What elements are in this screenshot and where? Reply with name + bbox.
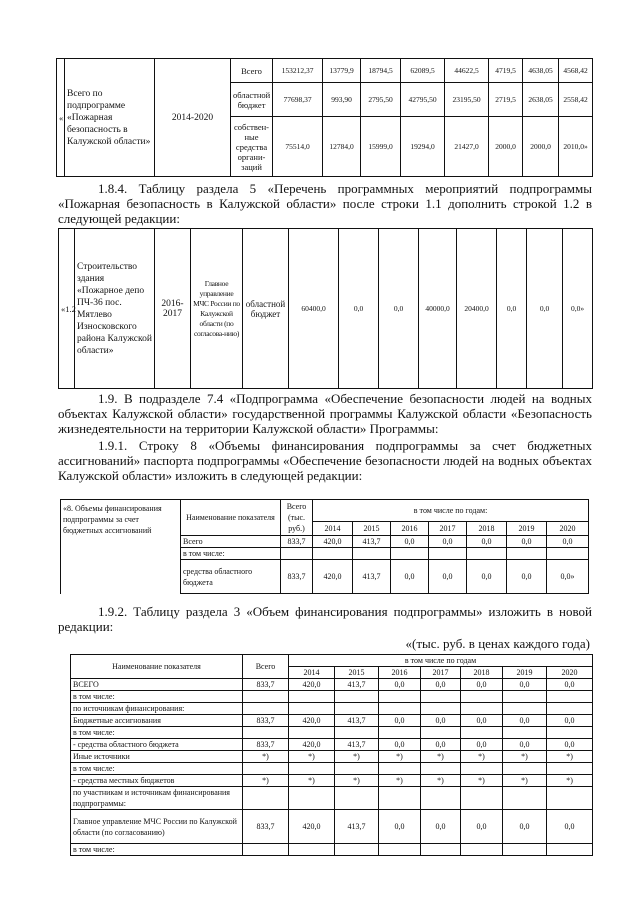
cell	[243, 844, 289, 856]
year-header: 2014	[313, 522, 353, 536]
cell: *)	[289, 775, 335, 787]
cell	[421, 691, 461, 703]
cell: 833,7	[243, 739, 289, 751]
cell: 153212,37	[273, 59, 323, 83]
cell	[547, 787, 593, 810]
cell: 0,0	[503, 739, 547, 751]
cell: *)	[547, 751, 593, 763]
cell: 0,0	[379, 810, 421, 844]
row-label: областной бюджет	[231, 83, 273, 117]
cell: 21427,0	[445, 117, 489, 177]
header-years: в том числе по годам:	[313, 500, 589, 522]
cell: 0,0	[503, 679, 547, 691]
cell: 0,0	[421, 739, 461, 751]
cell	[243, 787, 289, 810]
cell: 44622,5	[445, 59, 489, 83]
cell: 20400,0	[457, 229, 497, 389]
cell: 4719,5	[489, 59, 523, 83]
cell	[421, 727, 461, 739]
table-measure-1-2	[58, 228, 593, 389]
cell: 2638,05	[523, 83, 559, 117]
cell: 833,7	[243, 810, 289, 844]
paragraph-1-9-2: 1.9.2. Таблицу раздела 3 «Объем финансирования подпрограммы» изложить в новой редакции:	[58, 604, 592, 634]
cell	[379, 763, 421, 775]
table-subprogram-total	[56, 58, 593, 177]
cell: *)	[547, 775, 593, 787]
cell: *)	[379, 775, 421, 787]
cell	[547, 763, 593, 775]
cell: 0,0	[339, 229, 379, 389]
unit-note: «(тыс. руб. в ценах каждого года)	[405, 636, 590, 651]
cell: 0,0	[507, 536, 547, 548]
header-years: в том числе по годам	[289, 655, 593, 667]
row-label: Бюджетные ассигнования	[71, 715, 243, 727]
cell: *)	[421, 751, 461, 763]
cell: 23195,50	[445, 83, 489, 117]
cell: 833,7	[281, 560, 313, 594]
cell: 2719,5	[489, 83, 523, 117]
cell	[335, 703, 379, 715]
subprogram-name: Всего по подпрограмме «Пожарная безопасность в Калужской области»	[65, 59, 155, 177]
cell: 0,0	[461, 715, 503, 727]
cell: 0,0	[429, 536, 467, 548]
row-label: по участникам и источникам финансирования подпрограммы:	[71, 787, 243, 810]
header-name: Наименование показателя	[181, 500, 281, 536]
cell: 0,0	[547, 739, 593, 751]
cell: 0,0	[379, 679, 421, 691]
cell: 0,0	[547, 536, 589, 548]
cell	[421, 844, 461, 856]
cell: 413,7	[353, 536, 391, 548]
cell	[289, 787, 335, 810]
cell: 0,0	[507, 560, 547, 594]
cell: 413,7	[335, 715, 379, 727]
table-row	[71, 810, 593, 844]
cell	[461, 787, 503, 810]
cell: 13779,9	[323, 59, 361, 83]
year-header: 2019	[503, 667, 547, 679]
cell: 0,0	[391, 560, 429, 594]
row-label: Иные источники	[71, 751, 243, 763]
year-header: 2015	[335, 667, 379, 679]
cell: 12784,0	[323, 117, 361, 177]
row-label: Всего	[231, 59, 273, 83]
table-row	[71, 679, 593, 691]
cell: 0,0	[497, 229, 527, 389]
cell	[335, 691, 379, 703]
cell: 413,7	[335, 679, 379, 691]
cell	[503, 691, 547, 703]
year-header: 2017	[429, 522, 467, 536]
header-total: Всего	[243, 655, 289, 679]
cell: 42795,50	[401, 83, 445, 117]
cell	[335, 844, 379, 856]
cell	[547, 703, 593, 715]
cell: 0,0»	[547, 560, 589, 594]
cell: 2000,0	[489, 117, 523, 177]
measure-name: Строительство здания «Пожарное депо ПЧ-36 пос. Мятлево Износковского района Калужской области»	[75, 229, 155, 389]
year-header: 2016	[391, 522, 429, 536]
cell: 420,0	[289, 739, 335, 751]
cell	[289, 727, 335, 739]
row-label: собствен-ные средства органи-заций	[231, 117, 273, 177]
cell	[461, 691, 503, 703]
table-row	[71, 775, 593, 787]
cell	[243, 691, 289, 703]
cell: 0,0	[547, 715, 593, 727]
year-header: 2020	[547, 667, 593, 679]
cell: *)	[461, 775, 503, 787]
cell	[243, 727, 289, 739]
row-label: в том числе:	[71, 763, 243, 775]
paragraph-1-9-1: 1.9.1. Строку 8 «Объемы финансирования подпрограммы за счет бюджетных ассигнований» паспорта подпрограммы «Обеспечение безопасности людей на водных объектах Калужской области» изложить в следующей редакции:	[58, 438, 592, 483]
cell: 75514,0	[273, 117, 323, 177]
cell	[461, 703, 503, 715]
cell	[503, 703, 547, 715]
cell: 420,0	[313, 536, 353, 548]
cell	[379, 703, 421, 715]
measure-years: 2016-2017	[155, 229, 191, 389]
open-quote: «	[57, 59, 65, 177]
cell: 833,7	[281, 536, 313, 548]
cell: 2000,0	[523, 117, 559, 177]
cell: 413,7	[353, 560, 391, 594]
cell: *)	[289, 751, 335, 763]
row-label: в том числе:	[71, 844, 243, 856]
row-label: - средства местных бюджетов	[71, 775, 243, 787]
cell: 2795,50	[361, 83, 401, 117]
cell: 15999,0	[361, 117, 401, 177]
table-row	[71, 691, 593, 703]
cell: 40000,0	[419, 229, 457, 389]
cell: *)	[243, 775, 289, 787]
year-header: 2017	[421, 667, 461, 679]
cell: 0,0	[503, 810, 547, 844]
cell: *)	[461, 751, 503, 763]
cell: 0,0	[503, 715, 547, 727]
cell: 420,0	[289, 810, 335, 844]
cell: 0,0	[461, 739, 503, 751]
row-label: средства областного бюджета	[181, 560, 281, 594]
cell	[547, 727, 593, 739]
cell: 0,0	[379, 229, 419, 389]
cell: 0,0»	[563, 229, 593, 389]
row-label: в том числе:	[71, 727, 243, 739]
year-header: 2018	[467, 522, 507, 536]
year-header: 2014	[289, 667, 335, 679]
row-label: ВСЕГО	[71, 679, 243, 691]
financing-rows	[71, 679, 593, 856]
table-row	[71, 751, 593, 763]
table-row	[71, 715, 593, 727]
cell	[289, 763, 335, 775]
cell: 19294,0	[401, 117, 445, 177]
cell	[503, 787, 547, 810]
paragraph-1-8-4: 1.8.4. Таблицу раздела 5 «Перечень программных мероприятий подпрограммы «Пожарная безопасность в Калужской области» после строки 1.1 дополнить строкой 1.2 в следующей редакции:	[58, 181, 592, 226]
cell	[503, 727, 547, 739]
year-header: 2015	[353, 522, 391, 536]
cell: 0,0	[379, 715, 421, 727]
cell: 413,7	[335, 810, 379, 844]
year-header: 2019	[507, 522, 547, 536]
cell: 0,0	[467, 536, 507, 548]
cell: 0,0	[467, 560, 507, 594]
cell	[289, 703, 335, 715]
cell: 60400,0	[289, 229, 339, 389]
cell: 420,0	[313, 560, 353, 594]
cell	[547, 691, 593, 703]
cell: 0,0	[421, 810, 461, 844]
cell	[421, 763, 461, 775]
cell	[461, 763, 503, 775]
table-row	[71, 703, 593, 715]
table-passport-row-8	[60, 499, 589, 594]
cell: 77698,37	[273, 83, 323, 117]
cell	[379, 844, 421, 856]
cell	[461, 844, 503, 856]
cell	[547, 844, 593, 856]
row-label: в том числе:	[181, 548, 281, 560]
cell	[379, 691, 421, 703]
row-label: в том числе:	[71, 691, 243, 703]
cell	[421, 703, 461, 715]
cell: 420,0	[289, 679, 335, 691]
year-header: 2018	[461, 667, 503, 679]
table-row	[71, 739, 593, 751]
row-label: Главное управление МЧС России по Калужской области (по согласованию)	[71, 810, 243, 844]
cell	[379, 727, 421, 739]
cell	[335, 787, 379, 810]
cell	[421, 787, 461, 810]
table-row	[71, 727, 593, 739]
table-financing-volume	[70, 654, 593, 856]
cell	[243, 763, 289, 775]
cell: 0,0	[421, 679, 461, 691]
table-row	[71, 763, 593, 775]
header-name: Наименование показателя	[71, 655, 243, 679]
cell: 2010,0»	[559, 117, 593, 177]
subprogram-years: 2014-2020	[155, 59, 231, 177]
cell: 833,7	[243, 715, 289, 727]
cell	[243, 703, 289, 715]
cell: 0,0	[391, 536, 429, 548]
measure-executor: Главное управление МЧС России по Калужской области (по согласова-нию)	[191, 229, 243, 389]
cell	[289, 844, 335, 856]
year-header: 2016	[379, 667, 421, 679]
cell: 0,0	[461, 679, 503, 691]
cell: 0,0	[547, 679, 593, 691]
cell: 0,0	[421, 715, 461, 727]
cell: *)	[503, 751, 547, 763]
cell: 0,0	[527, 229, 563, 389]
cell	[503, 844, 547, 856]
table-row	[71, 844, 593, 856]
cell: 62089,5	[401, 59, 445, 83]
cell	[503, 763, 547, 775]
row-label: по источникам финансирования:	[71, 703, 243, 715]
cell: 993,90	[323, 83, 361, 117]
row-number: «1.2	[59, 229, 75, 389]
cell: 0,0	[547, 810, 593, 844]
year-header: 2020	[547, 522, 589, 536]
cell: 2558,42	[559, 83, 593, 117]
cell: 413,7	[335, 739, 379, 751]
passport-row-label: «8. Объемы финансирования подпрограммы за счет бюджетных ассигнований	[61, 500, 181, 594]
cell: 833,7	[243, 679, 289, 691]
cell: *)	[421, 775, 461, 787]
cell	[335, 727, 379, 739]
row-label: Всего	[181, 536, 281, 548]
cell: 420,0	[289, 715, 335, 727]
cell	[379, 787, 421, 810]
header-total: Всего (тыс. руб.)	[281, 500, 313, 536]
cell: *)	[335, 751, 379, 763]
row-label: - средства областного бюджета	[71, 739, 243, 751]
cell: 4638,05	[523, 59, 559, 83]
cell: 18794,5	[361, 59, 401, 83]
cell: 0,0	[379, 739, 421, 751]
cell: *)	[379, 751, 421, 763]
table-row	[71, 787, 593, 810]
cell: *)	[335, 775, 379, 787]
cell: *)	[503, 775, 547, 787]
measure-source: областной бюджет	[243, 229, 289, 389]
cell	[289, 691, 335, 703]
paragraph-1-9: 1.9. В подразделе 7.4 «Подпрограмма «Обеспечение безопасности людей на водных объектах Калужской области» государственной программы Калужской области «Безопасность жизнедеятельности на территории Калужской области» Программы:	[58, 391, 592, 436]
cell: 0,0	[461, 810, 503, 844]
cell	[335, 763, 379, 775]
cell: 0,0	[429, 560, 467, 594]
cell: *)	[243, 751, 289, 763]
cell	[461, 727, 503, 739]
cell: 4568,42	[559, 59, 593, 83]
